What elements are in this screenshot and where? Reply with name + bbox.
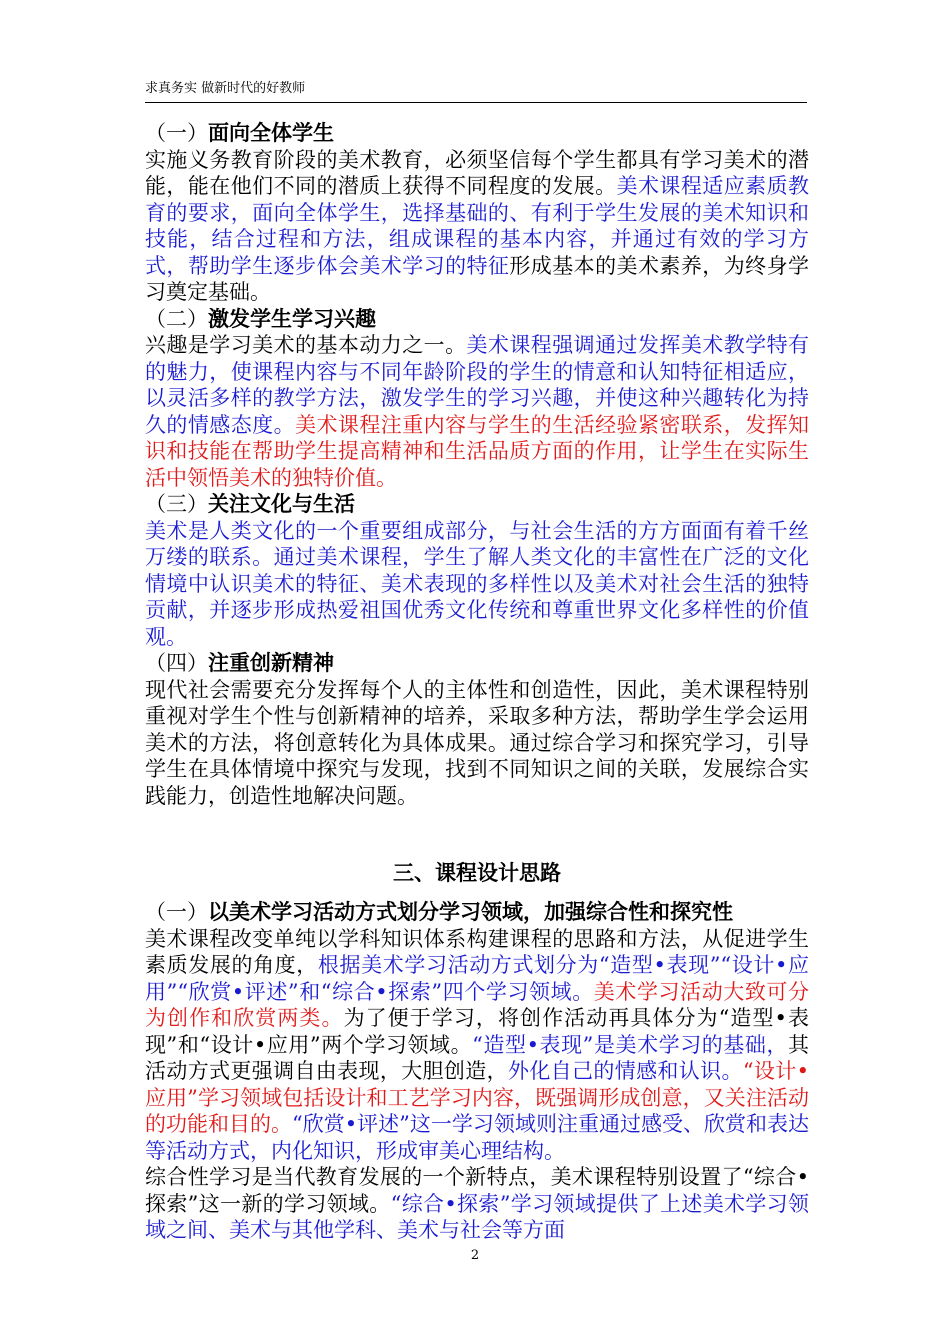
page-header	[145, 80, 807, 103]
text-run-blue: 根据美术学习活动方式划分为“造型•表现”“设计•应用”“欣赏•评述”和“综合•探索”四个学习领域。	[145, 953, 810, 1004]
text-run-black: 为了便于学习，将创作活动再具体分为“造型•表现”和“设计•应用”两个学习领域。	[145, 1006, 809, 1057]
text-run-black: 美术课程改变单纯以学科知识体系构建课程的思路和方法，从促进学生素质发展的角度，	[145, 926, 809, 977]
heading-number: （四）	[145, 651, 208, 675]
heading-number: （一）	[145, 121, 208, 145]
text-run-blue: “欣赏•评述”这一学习领域则注重通过感受、欣赏和表达等活动方式，内化知识，形成审美心理结构。	[145, 1112, 809, 1163]
text-run-black: 兴趣是学习美术的基本动力之一。	[145, 333, 467, 357]
paragraph	[145, 1164, 809, 1244]
text-run-blue: 美术是人类文化的一个重要组成部分，与社会生活的方方面面有着千丝万缕的联系。通过美术课程，学生了解人类文化的丰富性在广泛的文化情境中认识美术的特征、美术表现的多样性以及美术对社会生活的独特贡献，并逐步形成热爱祖国优秀文化传统和尊重世界文化多样性的价值观。	[145, 518, 809, 649]
heading-number: （三）	[145, 492, 208, 516]
header-text: 求真务实 做新时代的好教师	[145, 81, 306, 96]
text-run-red: “设计•应用”学习领域包括设计和工艺学习内容，既强调形成创意，又关注活动的功能和目的。	[145, 1059, 810, 1136]
text-run-red: 美术课程注重内容与学生的生活经验紧密联系，发挥知识和技能在帮助学生提高精神和生活品质方面的作用，让学生在实际生活中领悟美术的独特价值。	[145, 412, 810, 490]
section-heading	[145, 899, 809, 926]
paragraph	[145, 147, 809, 306]
text-run-black: 综合性学习是当代教育发展的一个新特点，美术课程特别设置了“综合•探索”这一新的学习领域。	[145, 1165, 809, 1216]
heading-number: （二）	[145, 306, 208, 331]
text-run-black: 现代社会需要充分发挥每个人的主体性和创造性，因此，美术课程特别重视对学生个性与创新精神的培养，采取多种方法，帮助学生学会运用美术的方法，将创意转化为具体成果。通过综合学习和探究学习，引导学生在具体情境中探究与发现，找到不同知识之间的关联，发展综合实践能力，创造性地解决问题。	[145, 677, 809, 808]
section-heading	[145, 491, 809, 518]
paragraph	[145, 926, 809, 1165]
text-run-blue: “综合•探索”学习领域提供了上述美术学习领域之间、美术与其他学科、美术与社会等方面	[145, 1191, 809, 1242]
document-body	[145, 120, 809, 1244]
text-run-blue: 美术课程强调通过发挥美术教学特有的魅力，使课程内容与不同年龄阶段的学生的情意和认知特征相适应，以灵活多样的教学方法，激发学生的学习兴趣，并使这种兴趣转化为持久的情感态度。	[145, 333, 809, 437]
text-run-blue: 美术课程适应素质教育的要求，面向全体学生，选择基础的、有利于学生发展的美术知识和技能，结合过程和方法，组成课程的基本内容，并通过有效的学习方式，帮助学生逐步体会美术学习的特征	[145, 174, 809, 278]
heading-text: 以美术学习活动方式划分学习领域，加强综合性和探究性	[208, 900, 733, 924]
heading-text: 关注文化与生活	[208, 492, 355, 516]
paragraph	[145, 518, 809, 651]
text-run-blue: “造型•表现”是美术学习的基础，	[472, 1032, 789, 1057]
section-heading	[145, 650, 809, 677]
page-number: 2	[470, 1248, 480, 1263]
heading-text: 面向全体学生	[208, 121, 334, 145]
section-heading	[145, 306, 809, 333]
text-run-black: 其活动方式更强调自由表现，大胆创造，	[145, 1032, 810, 1083]
text-run-red: 美术学习活动大致可分为创作和欣赏两类。	[145, 979, 810, 1030]
text-run-blue: 外化自己的情感和认识。	[507, 1059, 743, 1083]
paragraph	[145, 677, 809, 810]
chapter-title: 三、课程设计思路	[393, 861, 561, 885]
text-run-black: 实施义务教育阶段的美术教育，必须坚信每个学生都具有学习美术的潜能，能在他们不同的潜质上获得不同程度的发展。	[145, 147, 809, 198]
heading-number: （一）	[145, 900, 208, 924]
section-heading	[145, 120, 809, 147]
text-run-black: 形成基本的美术素养，为终身学习奠定基础。	[145, 253, 810, 304]
heading-text: 注重创新精神	[208, 651, 334, 675]
heading-text: 激发学生学习兴趣	[208, 306, 376, 331]
paragraph	[145, 332, 809, 491]
